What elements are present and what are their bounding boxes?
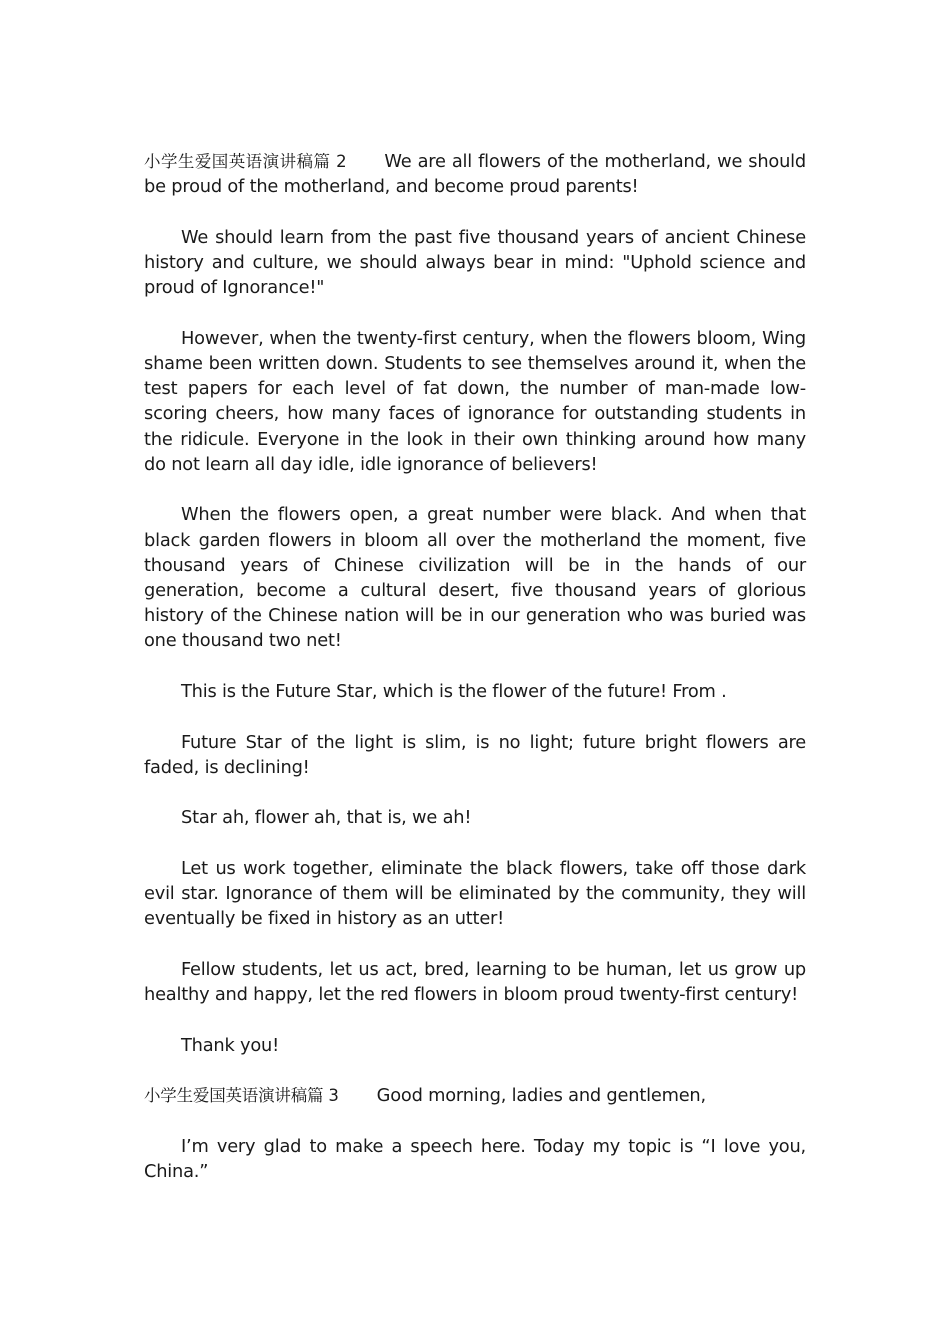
paragraph: Let us work together, eliminate the black flowers, take off those dark evil star. Ignorance of them will be eliminated by the community, they will eventually be fixed in history as an utter! (144, 858, 806, 930)
paragraph: Star ah, flower ah, that is, we ah! (181, 807, 472, 829)
paragraph: Thank you! (181, 1034, 280, 1056)
section-3-opening (144, 1083, 806, 1108)
document-body (144, 149, 806, 1210)
section-2-first-text: We are all flowers of the motherland, we should be proud of the motherland, and become proud parents! (144, 151, 806, 198)
paragraph: We should learn from the past five thousand years of ancient Chinese history and culture, we should always bear in mind: "Uphold science and proud of Ignorance!" (144, 226, 806, 299)
paragraph: However, when the twenty-first century, when the flowers bloom, Wing shame been written down. Students to see themselves around it, when the test papers for each level of fat down, the number of man-made low-scoring cheers, how many faces of ignorance for outstanding students in the ridicule. Everyone in the look in their own thinking around how many do not learn all day idle, idle ignorance of believers! (144, 327, 806, 475)
paragraph: Future Star of the light is slim, is no light; future bright flowers are faded, is declining! (144, 731, 806, 778)
section-3-heading: 小学生爱国英语演讲稿篇 3 (144, 1086, 339, 1106)
paragraph: This is the Future Star, which is the flower of the future! From . (181, 681, 727, 703)
paragraph: I’m very glad to make a speech here. Today my topic is “I love you, China.” (144, 1135, 806, 1183)
section-2-opening (144, 149, 806, 199)
paragraph: When the flowers open, a great number were black. And when that black garden flowers in bloom all over the motherland the moment, five thousand years of Chinese civilization will be in the hands of our generation, become a cultural desert, five thousand years of glorious history of the Chinese nation will be in our generation who was buried was one thousand two net! (144, 504, 806, 652)
section-2-heading: 小学生爱国英语演讲稿篇 2 (144, 152, 347, 171)
section-3-first-text: Good morning, ladies and gentlemen, (376, 1085, 706, 1107)
paragraph: Fellow students, let us act, bred, learning to be human, let us grow up healthy and happy, let the red flowers in bloom proud twenty-first century! (144, 959, 806, 1006)
